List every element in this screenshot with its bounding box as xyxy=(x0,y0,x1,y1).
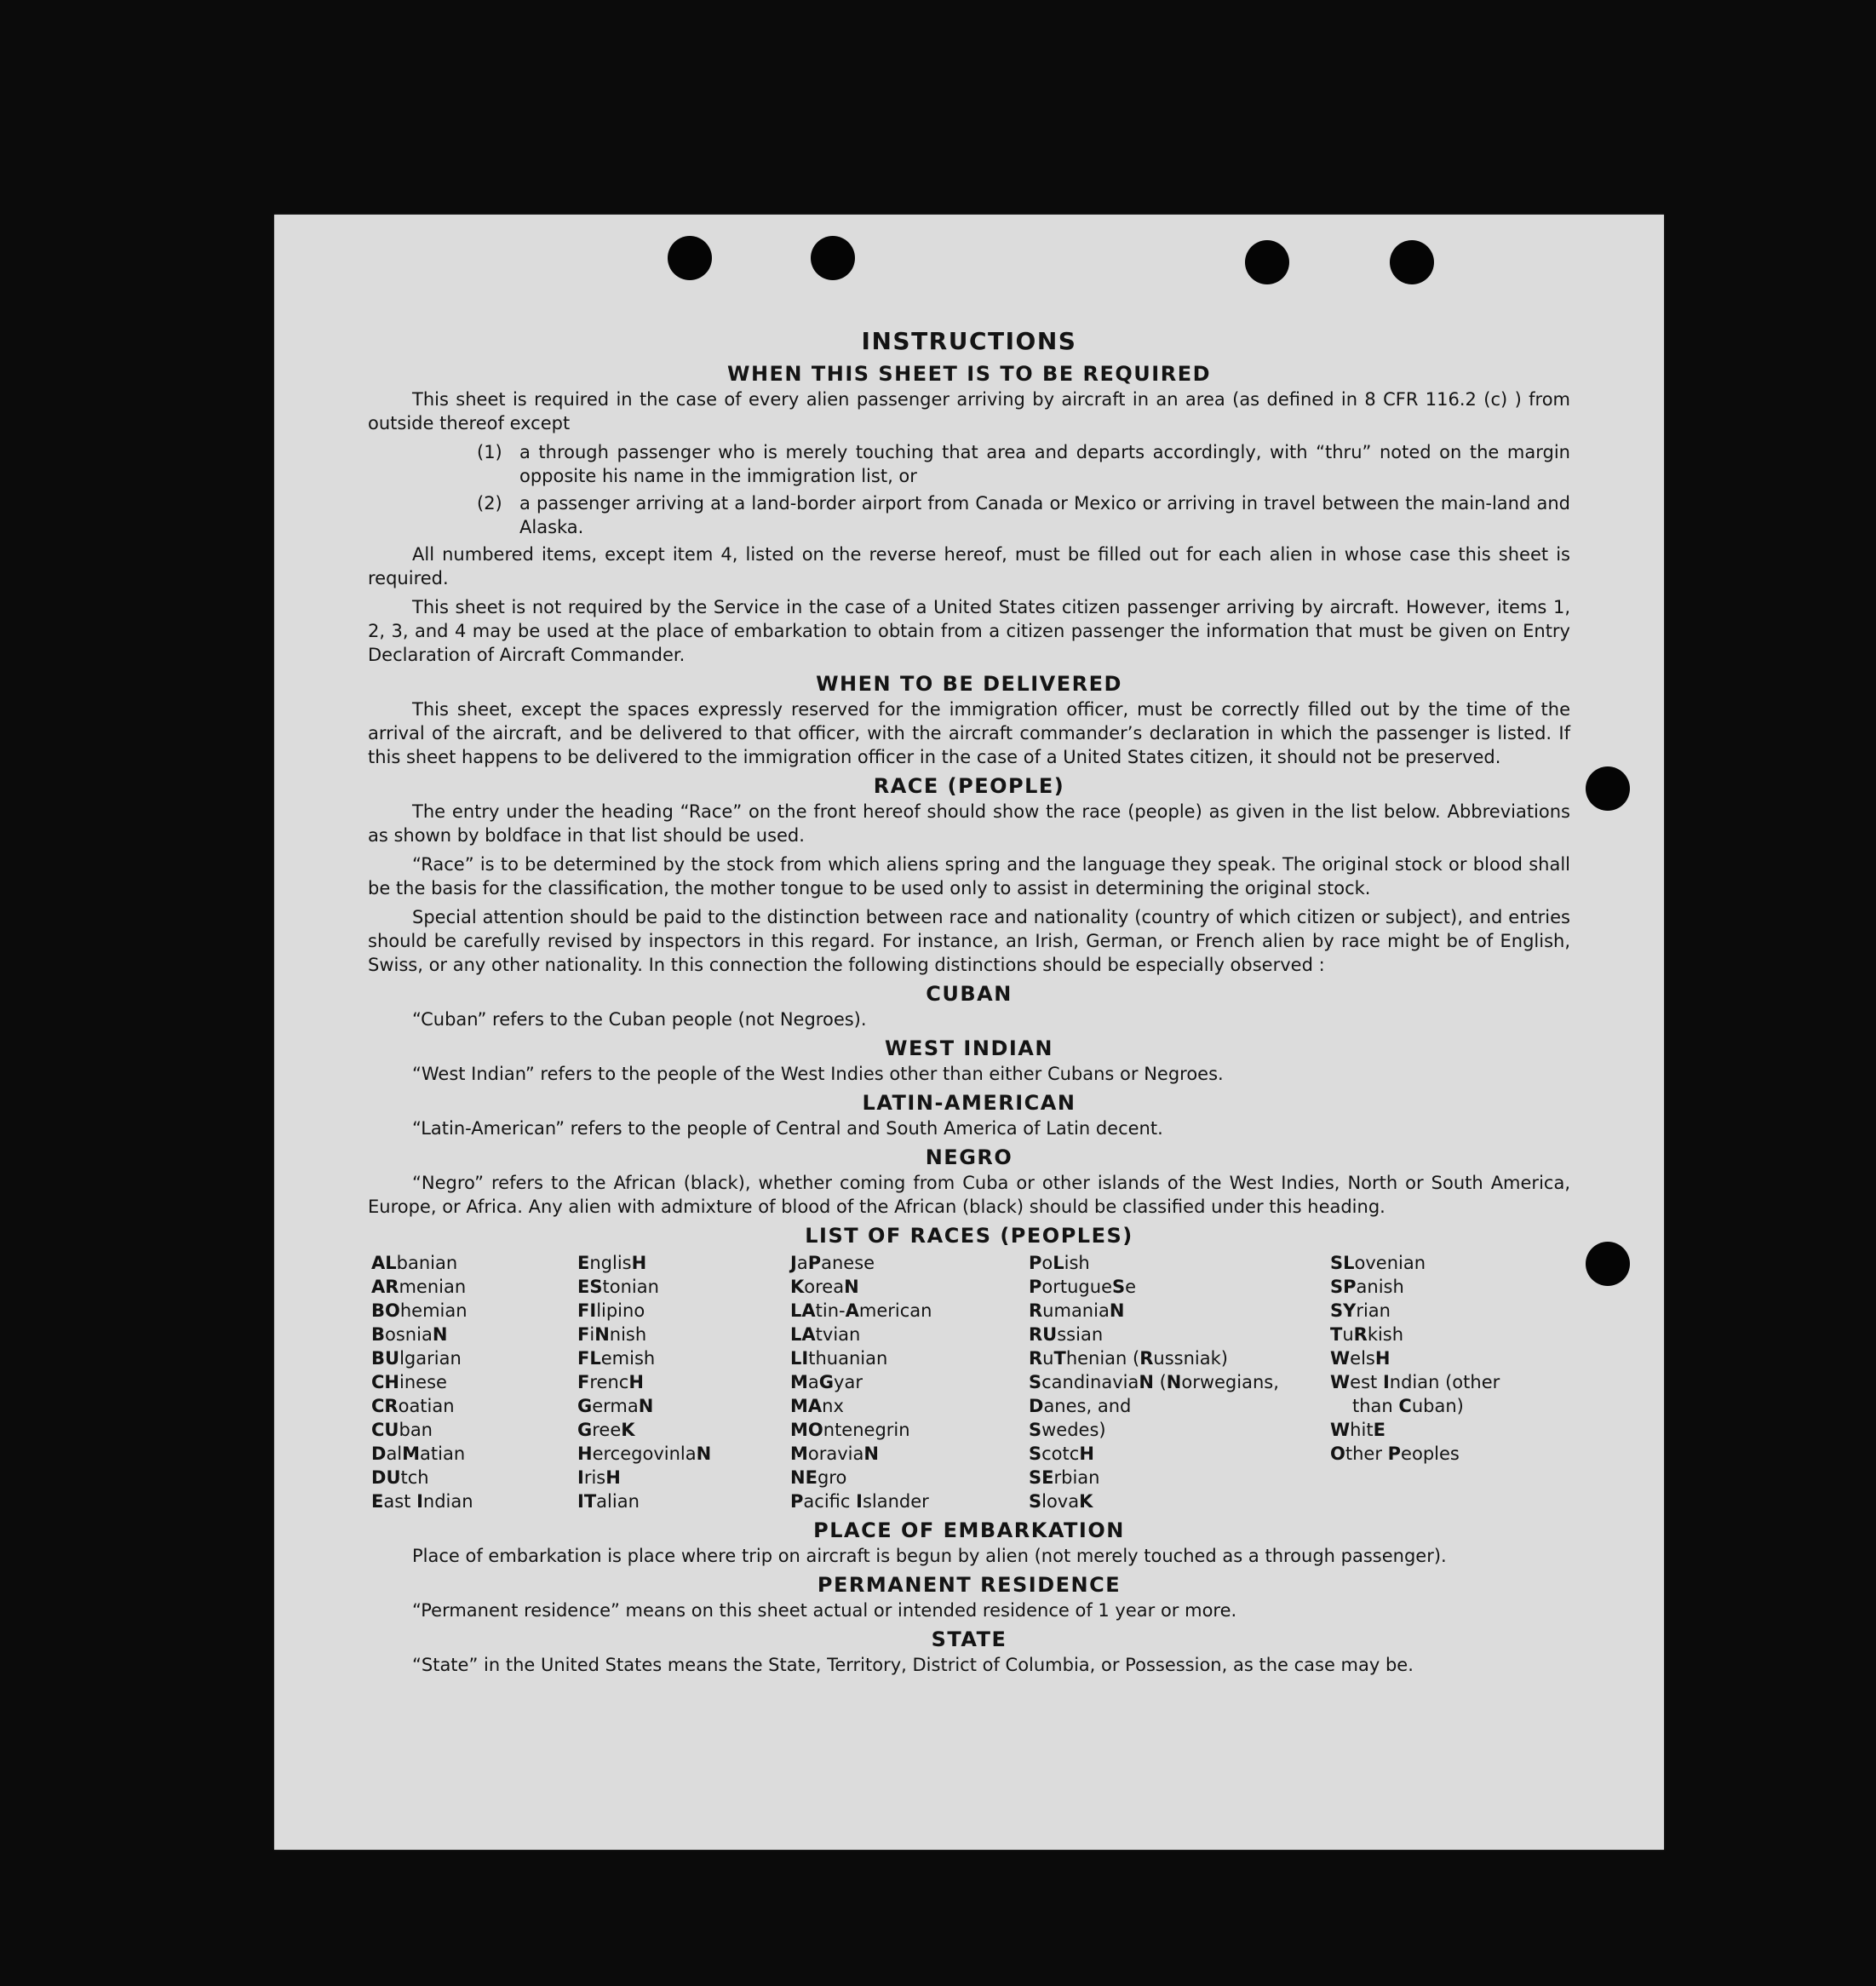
race-entry: Pacific Islander xyxy=(790,1491,929,1512)
race-entry: HercegovinlaN xyxy=(577,1444,712,1464)
place-of-embarkation-text: Place of embarkation is place where trip on aircraft is begun by alien (not merely touched as a through passenger). xyxy=(412,1546,1447,1566)
race-entry: FiNnish xyxy=(577,1324,647,1345)
section-heading-when-delivered: WHEN TO BE DELIVERED xyxy=(816,672,1122,696)
race-entry: MAnx xyxy=(790,1396,844,1416)
section-heading-list-of-races: LIST OF RACES (PEOPLES) xyxy=(805,1224,1133,1248)
when-required-intro: This sheet is required in the case of every alien passenger arriving by aircraft in an area (as defined in 8 CFR 116.2 (c) ) from outside thereof except xyxy=(368,389,1570,433)
race-entry: ScandinaviaN (Norwegians, xyxy=(1029,1372,1279,1392)
race-entry: SErbian xyxy=(1029,1467,1100,1488)
when-required-paragraph: This sheet is not required by the Service in the case of a United States citizen passenger arriving by aircraft. However, items 1, 2, 3, and 4 may be used at the place of embarkation to obtain from a citizen passenger the information that must be given on Entry Declaration of Aircraft Commander. xyxy=(368,597,1570,665)
race-entry: WelsH xyxy=(1330,1348,1391,1369)
section-heading-place-of-embarkation: PLACE OF EMBARKATION xyxy=(813,1518,1125,1542)
race-entry: SYrian xyxy=(1330,1300,1391,1321)
race-entry: ITalian xyxy=(577,1491,640,1512)
west-indian-text: “West Indian” refers to the people of the West Indies other than either Cubans or Negroes. xyxy=(412,1064,1224,1084)
item-number: (2) xyxy=(477,493,502,514)
race-entry: ARmenian xyxy=(371,1277,467,1297)
section-heading-negro: NEGRO xyxy=(925,1145,1013,1169)
race-entry: CHinese xyxy=(371,1372,447,1392)
race-entry: East Indian xyxy=(371,1491,473,1512)
race-entry: GreeK xyxy=(577,1420,635,1440)
races-list xyxy=(371,1251,1570,1513)
when-required-paragraph: All numbered items, except item 4, listed on the reverse hereof, must be filled out for each alien in whose case this sheet is required. xyxy=(368,544,1570,588)
race-entry: KoreaN xyxy=(790,1277,859,1297)
section-heading-latin-american: LATIN-AMERICAN xyxy=(862,1091,1076,1115)
race-entry: ALbanian xyxy=(371,1253,458,1273)
race-entry: Danes, and xyxy=(1029,1396,1132,1416)
section-heading-west-indian: WEST INDIAN xyxy=(885,1036,1053,1060)
section-heading-state: STATE xyxy=(931,1627,1007,1651)
races-column xyxy=(1029,1251,1330,1513)
race-entry: PoLish xyxy=(1029,1253,1090,1273)
document-page xyxy=(274,215,1664,1850)
punch-hole xyxy=(811,236,855,280)
race-entry: RuThenian (Russniak) xyxy=(1029,1348,1228,1369)
race-entry: EStonian xyxy=(577,1277,659,1297)
permanent-residence-text: “Permanent residence” means on this sheet actual or intended residence of 1 year or more. xyxy=(412,1600,1237,1621)
race-entry: Swedes) xyxy=(1029,1420,1106,1440)
race-entry: MoraviaN xyxy=(790,1444,879,1464)
punch-hole xyxy=(1245,240,1289,284)
race-entry: LAtvian xyxy=(790,1324,861,1345)
races-column xyxy=(790,1251,1029,1513)
item-number: (1) xyxy=(477,442,502,462)
race-paragraph: “Race” is to be determined by the stock from which aliens spring and the language they speak. The original stock or blood shall be the basis for the classification, the mother tongue to be used only to assist in determining the original stock. xyxy=(368,854,1570,898)
punch-hole xyxy=(1586,766,1630,811)
race-entry: IrisH xyxy=(577,1467,621,1488)
race-entry: EnglisH xyxy=(577,1253,647,1273)
race-entry: FIlipino xyxy=(577,1300,645,1321)
when-delivered-text: This sheet, except the spaces expressly reserved for the immigration officer, must be correctly filled out by the time of the arrival of the aircraft, and be delivered to that officer, with the aircraft commander’s declaration in which the passenger is listed. If this sheet happens to be delivered to the immigration officer in the case of a United States citizen, it should not be preserved. xyxy=(368,699,1570,767)
exception-item xyxy=(368,440,1570,488)
race-entry: BOhemian xyxy=(371,1300,468,1321)
race-entry: FLemish xyxy=(577,1348,656,1369)
race-entry: TuRkish xyxy=(1330,1324,1404,1345)
item-text: a passenger arriving at a land-border airport from Canada or Mexico or arriving in travel between the main-land and Alaska. xyxy=(519,493,1570,537)
cuban-text: “Cuban” refers to the Cuban people (not Negroes). xyxy=(412,1009,867,1030)
punch-hole xyxy=(1390,240,1434,284)
race-paragraph: Special attention should be paid to the distinction between race and nationality (country of which citizen or subject), and entries should be carefully revised by inspectors in this regard. For instance, an Irish, German, or French alien by race might be of English, Swiss, or any other nationality. In this connection the following distinctions should be especially observed : xyxy=(368,907,1570,975)
instructions-body xyxy=(368,327,1570,1682)
races-column xyxy=(1330,1251,1552,1513)
race-entry: LAtin-American xyxy=(790,1300,932,1321)
race-entry: RumaniaN xyxy=(1029,1300,1125,1321)
races-column xyxy=(577,1251,790,1513)
race-entry: CUban xyxy=(371,1420,433,1440)
race-entry: DUtch xyxy=(371,1467,429,1488)
punch-hole xyxy=(668,236,712,280)
race-entry: LIthuanian xyxy=(790,1348,888,1369)
race-entry: ScotcH xyxy=(1029,1444,1094,1464)
page-title: INSTRUCTIONS xyxy=(861,327,1077,355)
race-entry: DalMatian xyxy=(371,1444,466,1464)
race-entry: SlovaK xyxy=(1029,1491,1093,1512)
race-entry: West Indian (other xyxy=(1330,1372,1500,1392)
race-entry: PortugueSe xyxy=(1029,1277,1137,1297)
race-entry: Other Peoples xyxy=(1330,1444,1460,1464)
race-entry: WhitE xyxy=(1330,1420,1385,1440)
negro-text: “Negro” refers to the African (black), whether coming from Cuba or other islands of the West Indies, North or South America, Europe, or Africa. Any alien with admixture of blood of the African (black) should be classified under this heading. xyxy=(368,1173,1570,1217)
race-entry: MaGyar xyxy=(790,1372,863,1392)
race-entry: FrencH xyxy=(577,1372,644,1392)
latin-american-text: “Latin-American” refers to the people of Central and South America of Latin decent. xyxy=(412,1118,1163,1139)
item-text: a through passenger who is merely touching that area and departs accordingly, with “thru” noted on the margin opposite his name in the immigration list, or xyxy=(519,442,1570,486)
exception-item xyxy=(368,491,1570,539)
race-entry: BosniaN xyxy=(371,1324,448,1345)
race-entry: SPanish xyxy=(1330,1277,1404,1297)
race-entry: GermaN xyxy=(577,1396,654,1416)
section-heading-when-required: WHEN THIS SHEET IS TO BE REQUIRED xyxy=(726,362,1212,386)
section-heading-cuban: CUBAN xyxy=(926,982,1013,1006)
race-entry: RUssian xyxy=(1029,1324,1104,1345)
race-entry: NEgro xyxy=(790,1467,847,1488)
race-entry: BUlgarian xyxy=(371,1348,462,1369)
race-entry: SLovenian xyxy=(1330,1253,1426,1273)
race-entry: CRoatian xyxy=(371,1396,455,1416)
race-entry: MOntenegrin xyxy=(790,1420,910,1440)
section-heading-permanent-residence: PERMANENT RESIDENCE xyxy=(817,1573,1122,1597)
punch-hole xyxy=(1586,1242,1630,1286)
race-paragraph: The entry under the heading “Race” on the front hereof should show the race (people) as given in the list below. Abbreviations as shown by boldface in that list should be used. xyxy=(368,801,1570,846)
race-entry: than Cuban) xyxy=(1352,1396,1464,1416)
state-text: “State” in the United States means the State, Territory, District of Columbia, or Possession, as the case may be. xyxy=(412,1655,1414,1675)
races-column xyxy=(371,1251,577,1513)
race-entry: JaPanese xyxy=(790,1253,875,1273)
section-heading-race: RACE (PEOPLE) xyxy=(873,774,1065,798)
